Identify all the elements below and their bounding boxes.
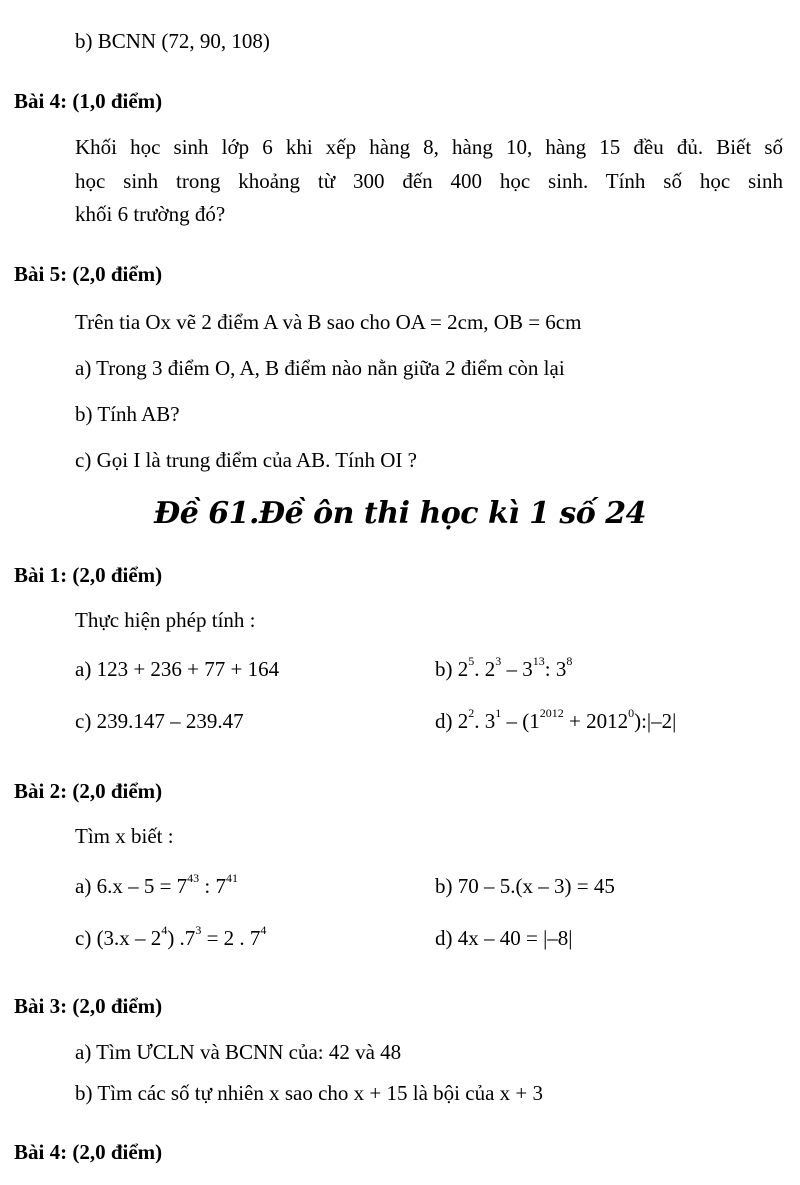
math-item: c) 239.147 – 239.47 [75, 709, 244, 733]
question-item: b) Tính AB? [75, 402, 180, 426]
paragraph-line: Khối học sinh lớp 6 khi xếp hàng 8, hàng 10, hàng 15 đều đủ. Biết số [75, 135, 783, 159]
paragraph-line: học sinh trong khoảng từ 300 đến 400 học sinh. Tính số học sinh [75, 169, 783, 193]
exam-title: Đề 61.Đề ôn thi học kì 1 số 24 [153, 496, 647, 531]
section-heading: Bài 1: (2,0 điểm) [14, 563, 163, 587]
instruction-text: Thực hiện phép tính : [75, 608, 256, 632]
question-item: a) Tìm ƯCLN và BCNN của: 42 và 48 [75, 1040, 402, 1064]
question-item: b) Tìm các số tự nhiên x sao cho x + 15 là bội của x + 3 [75, 1081, 543, 1105]
math-item: d) $2^2$. $3^1 - (1^{2012}$ + $2012^0):|-2|$ [435, 706, 677, 733]
section-heading: Bài 4: (2,0 điểm) [14, 1140, 163, 1164]
question-item: c) Gọi I là trung điểm của AB. Tính OI ? [75, 448, 417, 472]
math-item: b) $2^5$. $2^3 - 3^{13}$: $3^8$ [435, 654, 573, 681]
math-item: c) $(3.x - 2^4)$ $.7^3 = 2$ . $7^4$ [75, 923, 267, 950]
math-item: a) 123 + 236 + 77 + 164 [75, 657, 280, 681]
paragraph-line: khối 6 trường đó? [75, 202, 226, 226]
math-item: b) 70 – 5.(x – 3) = 45 [435, 874, 615, 898]
math-item: d) 4x – 40 = |–8| [435, 926, 573, 950]
section-heading: Bài 3: (2,0 điểm) [14, 994, 163, 1018]
answer-b-line: b) BCNN (72, 90, 108) [75, 29, 270, 53]
section-heading: Bài 5: (2,0 điểm) [14, 262, 163, 286]
instruction-text: Tìm x biết : [75, 824, 174, 848]
section-heading: Bài 4: (1,0 điểm) [14, 89, 163, 113]
section-heading: Bài 2: (2,0 điểm) [14, 779, 163, 803]
paragraph-line: Trên tia Ox vẽ 2 điểm A và B sao cho OA = 2cm, OB = 6cm [75, 310, 582, 334]
question-item: a) Trong 3 điểm O, A, B điểm nào nằn giữa 2 điểm còn lại [75, 356, 565, 380]
math-item: a) $6.x - 5 = 7^{43}$ : $7^{41}$ [75, 871, 239, 898]
